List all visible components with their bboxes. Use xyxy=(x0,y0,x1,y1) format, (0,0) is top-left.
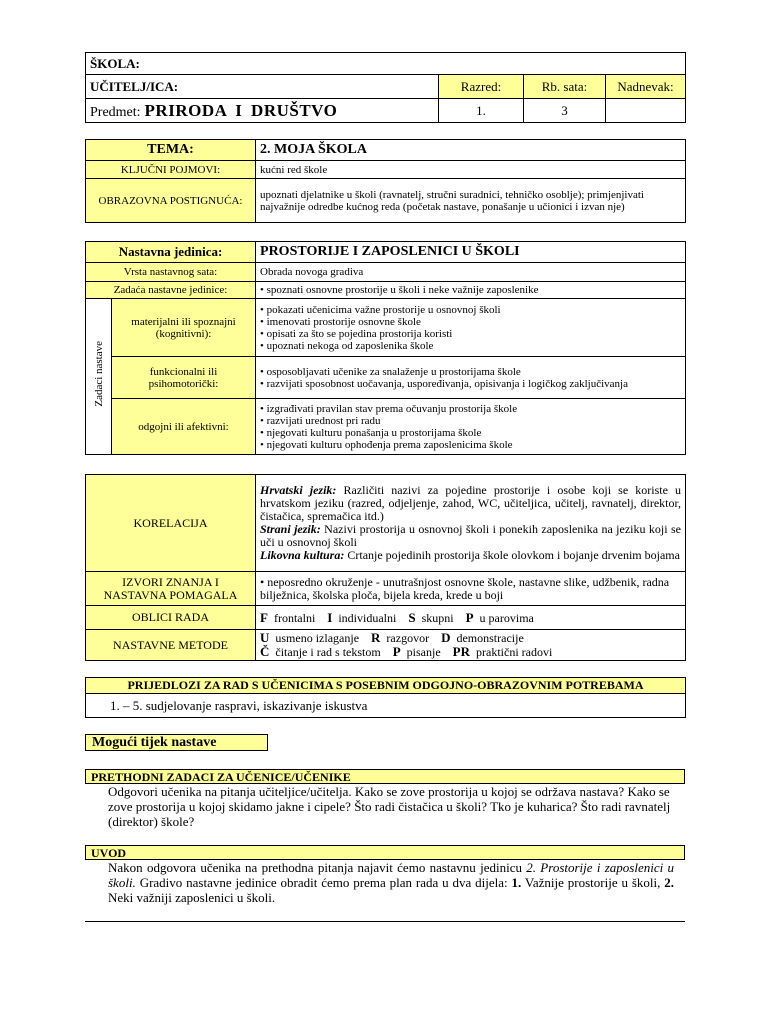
nadnevak-label: Nadnevak: xyxy=(606,75,686,99)
zadaca-label: Zadaća nastavne jedinice: xyxy=(86,282,256,299)
oblik-text: u parovima xyxy=(479,610,534,625)
metoda-code: R xyxy=(371,630,381,645)
uvod-t2: 2. Prostorije i zaposlenici u školi. xyxy=(108,860,674,890)
header-table xyxy=(85,52,686,123)
metoda-text: čitanje i rad s tekstom xyxy=(275,645,381,659)
kognitivni-list xyxy=(256,299,686,357)
oblik-text: skupni xyxy=(421,610,454,625)
predmet-cell xyxy=(86,99,439,123)
korelacija-label: KORELACIJA xyxy=(86,475,256,572)
afektivni-list xyxy=(256,399,686,455)
kljucni-value: kućni red škole xyxy=(256,161,686,179)
hrvatski-text: Različiti nazivi za pojedine prostorije i osobe koji se koriste u hrvatskom jeziku (razred, odjeljenje, zahod, WC, učiteljica, učitelj, ravnatelj, direktor, čistačica, spremačica itd.) xyxy=(260,483,681,523)
prethodni-text: Odgovori učenika na pitanja učiteljice/učitelja. Kako se zove prostorija u kojoj se održava nastava? Kako se zove prostorija u kojoj skidamo jakne i cipele? Što radi čistačica u školi? Tko je kuharica? Što radi ravnatelj (direktor) škole? xyxy=(108,784,671,829)
afektivni-item: • izgrađivati pravilan stav prema očuvanju prostorija škole xyxy=(260,402,518,415)
psihomotoricni-list xyxy=(256,357,686,399)
oblik-code: P xyxy=(465,609,474,625)
afektivni-item: • njegovati kulturu ponašanja u prostorijama škole xyxy=(260,426,482,439)
afektivni-item: • njegovati kulturu ophođenja prema zaposlenicima škole xyxy=(260,438,513,451)
metode-value xyxy=(256,630,686,661)
metoda-text: praktični radovi xyxy=(476,645,553,659)
razred-label: Razred: xyxy=(439,75,524,99)
prijedlozi-text: 1. – 5. sudjelovanje raspravi, iskazivanje iskustva xyxy=(86,694,686,718)
psihomotoricni-item: • razvijati sposobnost uočavanja, uspoređivanja, opisivanja i logičkog zaključivanja xyxy=(260,377,628,390)
izvori-label: IZVORI ZNANJA I NASTAVNA POMAGALA xyxy=(86,572,256,606)
kognitivni-label: materijalni ili spoznajni (kognitivni): xyxy=(112,299,256,357)
metoda-code: D xyxy=(441,630,451,645)
metoda-code: P xyxy=(392,644,401,659)
metoda-code: U xyxy=(260,630,270,645)
hrvatski-label: Hrvatski jezik: xyxy=(260,483,337,497)
vrsta-label: Vrsta nastavnog sata: xyxy=(86,263,256,282)
kognitivni-item: • opisati za što se pojedina prostorija koristi xyxy=(260,327,453,340)
uvod-title: UVOD xyxy=(85,845,685,860)
prethodni-title: PRETHODNI ZADACI ZA UČENICE/UČENIKE xyxy=(85,769,685,784)
tema-table xyxy=(85,139,686,223)
uvod-t6: 2. xyxy=(664,875,674,890)
prijedlozi-table xyxy=(85,677,686,718)
tijek-title: Mogući tijek nastave xyxy=(85,734,268,751)
razred-value: 1. xyxy=(439,99,524,123)
strani-text: Nazivi prostorija u osnovnoj školi i ponekih zaposlenika na jeziku koji se uči u osnovnoj školi xyxy=(260,522,681,549)
metoda-code: PR xyxy=(452,644,470,659)
oblik-code: I xyxy=(327,609,333,625)
jedinica-label: Nastavna jedinica: xyxy=(86,242,256,263)
uvod-t5: Važnije prostorije u školi, xyxy=(521,875,665,890)
metoda-text: demonstracije xyxy=(456,631,524,645)
zadaci-nastave-cell xyxy=(86,299,112,455)
oblici-value xyxy=(256,606,686,630)
kljucni-label: KLJUČNI POJMOVI: xyxy=(86,161,256,179)
predmet-value: PRIRODA I DRUŠTVO xyxy=(144,100,338,120)
rb-sata-value: 3 xyxy=(524,99,606,123)
uvod-t7: Neki važniji zaposlenici u školi. xyxy=(108,890,276,905)
metoda-text: razgovor xyxy=(386,631,430,645)
nadnevak-value xyxy=(606,99,686,123)
metoda-code: Č xyxy=(260,644,270,659)
psihomotoricni-item: • osposobljavati učenike za snalaženje u prostorijama škole xyxy=(260,365,521,378)
izvori-value: • neposredno okruženje - unutrašnjost osnovne škole, nastavne slike, udžbenik, radna bilježnica, školska ploča, bijela kreda, krede u boji xyxy=(256,572,686,606)
metode-label: NASTAVNE METODE xyxy=(86,630,256,661)
uvod-t3: Gradivo nastavne jedinice obradit ćemo prema plan rada u dva dijela: xyxy=(135,875,512,890)
likovna-label: Likovna kultura: xyxy=(260,548,345,562)
tema-value: 2. MOJA ŠKOLA xyxy=(256,140,686,161)
uvod-t4: 1. xyxy=(511,875,522,890)
psihomotoricni-label: funkcionalni ili psihomotorički: xyxy=(112,357,256,399)
metoda-text: pisanje xyxy=(406,645,441,659)
tema-label: TEMA: xyxy=(86,140,256,161)
zadaci-nastave-label: Zadaci nastave xyxy=(92,341,105,407)
uvod-text xyxy=(108,860,674,905)
predmet-label: Predmet: xyxy=(90,104,141,120)
obrazovna-value: upoznati djelatnike u školi (ravnatelj, stručni suradnici, tehničko osoblje); primjenjivati najvažnije odredbe kućnog reda (početak nastave, ponašanje u učionici i izvan nje) xyxy=(256,179,686,223)
bottom-divider xyxy=(85,921,685,922)
prijedlozi-title: PRIJEDLOZI ZA RAD S UČENICIMA S POSEBNIM ODGOJNO-OBRAZOVNIM POTREBAMA xyxy=(86,678,686,694)
uvod-t1: Nakon odgovora učenika na prethodna pitanja najavit ćemo nastavnu jedinicu xyxy=(108,860,527,875)
korelacija-table xyxy=(85,474,686,661)
likovna-text: Crtanje pojedinih prostorija škole olovkom i bojanje drvenim bojama xyxy=(344,548,680,562)
obrazovna-label: OBRAZOVNA POSTIGNUĆA: xyxy=(86,179,256,223)
oblik-text: frontalni xyxy=(273,610,316,625)
metoda-text: usmeno izlaganje xyxy=(275,631,360,645)
afektivni-label: odgojni ili afektivni: xyxy=(112,399,256,455)
jedinica-table xyxy=(85,241,686,455)
oblik-code: F xyxy=(260,609,268,625)
vrsta-value: Obrada novoga gradiva xyxy=(256,263,686,282)
afektivni-item: • razvijati urednost pri radu xyxy=(260,414,381,427)
rb-sata-label: Rb. sata: xyxy=(524,75,606,99)
oblik-text: individualni xyxy=(338,610,397,625)
oblik-code: S xyxy=(408,609,416,625)
jedinica-value: PROSTORIJE I ZAPOSLENICI U ŠKOLI xyxy=(256,242,686,263)
skola-label: ŠKOLA: xyxy=(86,53,686,75)
strani-label: Strani jezik: xyxy=(260,522,321,536)
zadaca-value: • spoznati osnovne prostorije u školi i neke važnije zaposlenike xyxy=(256,282,686,299)
kognitivni-item: • upoznati nekoga od zaposlenika škole xyxy=(260,339,434,352)
kognitivni-item: • pokazati učenicima važne prostorije u osnovnoj školi xyxy=(260,303,501,316)
oblici-label: OBLICI RADA xyxy=(86,606,256,630)
korelacija-content xyxy=(256,475,686,572)
kognitivni-item: • imenovati prostorije osnovne škole xyxy=(260,315,421,328)
ucitelj-label: UČITELJ/ICA: xyxy=(86,75,439,99)
